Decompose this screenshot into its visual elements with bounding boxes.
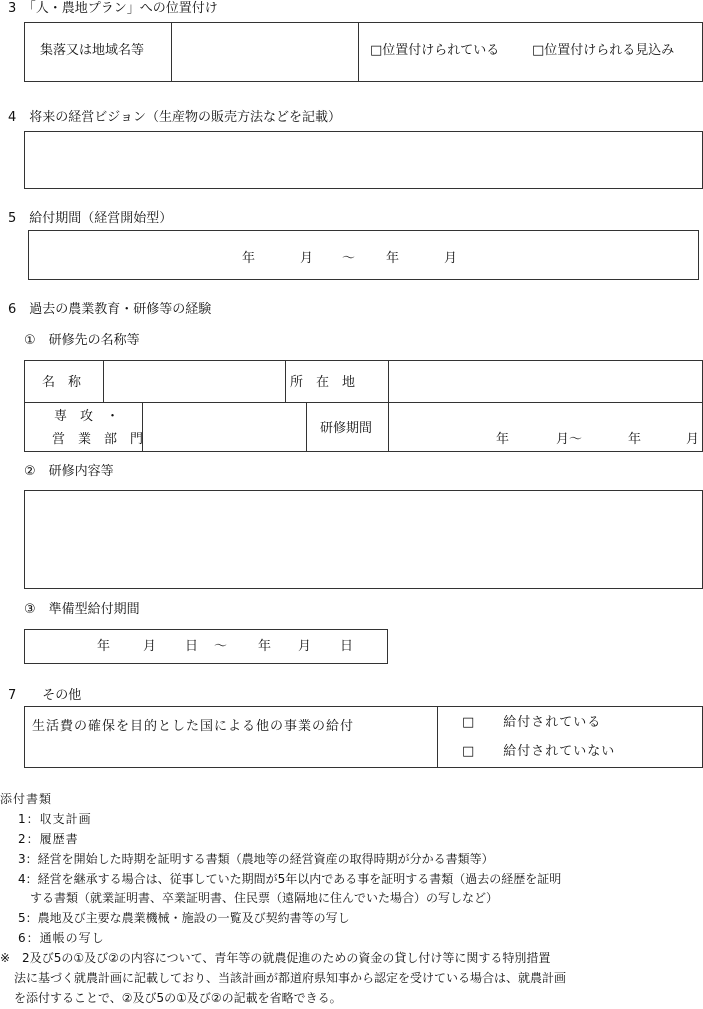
attachment-item: 5：農地及び主要な農業機械・施設の一覧及び契約書等の写し [18, 911, 350, 925]
receiving-checkbox[interactable]: □ 給付されている [462, 715, 602, 730]
prep-period-box[interactable] [24, 629, 388, 664]
month-label: 月 [298, 639, 312, 654]
attachment-item: 6：通帳の写し [18, 931, 105, 945]
month-label: 月 [143, 639, 157, 654]
attachments-title: 添付書類 [0, 792, 53, 806]
year-label: 年 [386, 251, 400, 266]
attachment-item-continued: する書類（就業証明書、卒業証明書、住民票（遠隔地に住んでいた場合）の写しなど） [30, 891, 499, 905]
attachment-item: 2：履歴書 [18, 832, 79, 846]
divider [171, 22, 172, 82]
divider [285, 360, 286, 402]
year-label: 年 [496, 432, 510, 447]
institution-name-field[interactable] [110, 366, 280, 398]
section-6-heading: 6 過去の農業教育・研修等の経験 [8, 302, 212, 317]
month-label: 月 [444, 251, 458, 266]
tilde: ～ [342, 251, 356, 266]
day-label: 日 [340, 639, 354, 654]
month-tilde-label: 月～ [556, 432, 583, 447]
training-period-label: 研修期間 [320, 421, 373, 436]
positioned-checkbox[interactable]: □位置付けられている [370, 43, 500, 58]
major-label-line1: 専 攻 ・ [54, 409, 120, 424]
attachment-item: 3：経営を開始した時期を証明する書類（農地等の経営資産の取得時期が分かる書類等） [18, 852, 494, 866]
divider [437, 706, 438, 768]
tilde: ～ [214, 639, 228, 654]
subsection-3-heading: ③ 準備型給付期間 [24, 602, 140, 617]
day-label: 日 [185, 639, 199, 654]
major-field[interactable] [150, 408, 300, 446]
divider [24, 402, 703, 403]
note-line: 法に基づく就農計画に記載しており、当該計画が都道府県知事から認定を受けている場合は、就農計画 [14, 971, 567, 985]
year-label: 年 [97, 639, 111, 654]
section-5-heading: 5 給付期間（経営開始型） [8, 211, 173, 226]
expected-checkbox[interactable]: □位置付けられる見込み [532, 43, 675, 58]
divider [358, 22, 359, 82]
attachment-item: 1：収支計画 [18, 812, 92, 826]
divider [103, 360, 104, 402]
year-label: 年 [242, 251, 256, 266]
major-label-line2: 営 業 部 門 [52, 432, 144, 447]
training-content-field[interactable] [24, 490, 703, 589]
attachment-item: 4：経営を継承する場合は、従事していた期間が5年以内である事を証明する書類（過去の経歴を証明 [18, 872, 562, 886]
section-3-heading: 3 「人・農地プラン」への位置付け [8, 1, 218, 16]
location-field[interactable] [395, 366, 695, 398]
other-benefit-question: 生活費の確保を目的とした国による他の事業の給付 [32, 719, 355, 734]
note-line: を添付することで、②及び5の①及び②の記載を省略できる。 [14, 991, 342, 1005]
benefit-period-box[interactable] [28, 230, 699, 280]
year-label: 年 [258, 639, 272, 654]
divider [388, 360, 389, 452]
name-label: 名 称 [42, 375, 82, 390]
month-label: 月 [300, 251, 314, 266]
subsection-1-heading: ① 研修先の名称等 [24, 333, 140, 348]
section-7-heading: 7 その他 [8, 688, 82, 703]
subsection-2-heading: ② 研修内容等 [24, 464, 114, 479]
location-label: 所 在 地 [290, 375, 356, 390]
area-name-label: 集落又は地域名等 [40, 43, 145, 58]
section-4-heading: 4 将来の経営ビジョン（生産物の販売方法などを記載） [8, 110, 342, 125]
note-line: ※ 2及び5の①及び②の内容について、青年等の就農促進のための資金の貸し付け等に関する特別措置 [0, 951, 551, 965]
year-label: 年 [628, 432, 642, 447]
not-receiving-checkbox[interactable]: □ 給付されていない [462, 744, 616, 759]
vision-field[interactable] [24, 131, 703, 189]
area-name-field[interactable] [190, 28, 340, 76]
divider [306, 402, 307, 452]
month-label: 月 [686, 432, 700, 447]
